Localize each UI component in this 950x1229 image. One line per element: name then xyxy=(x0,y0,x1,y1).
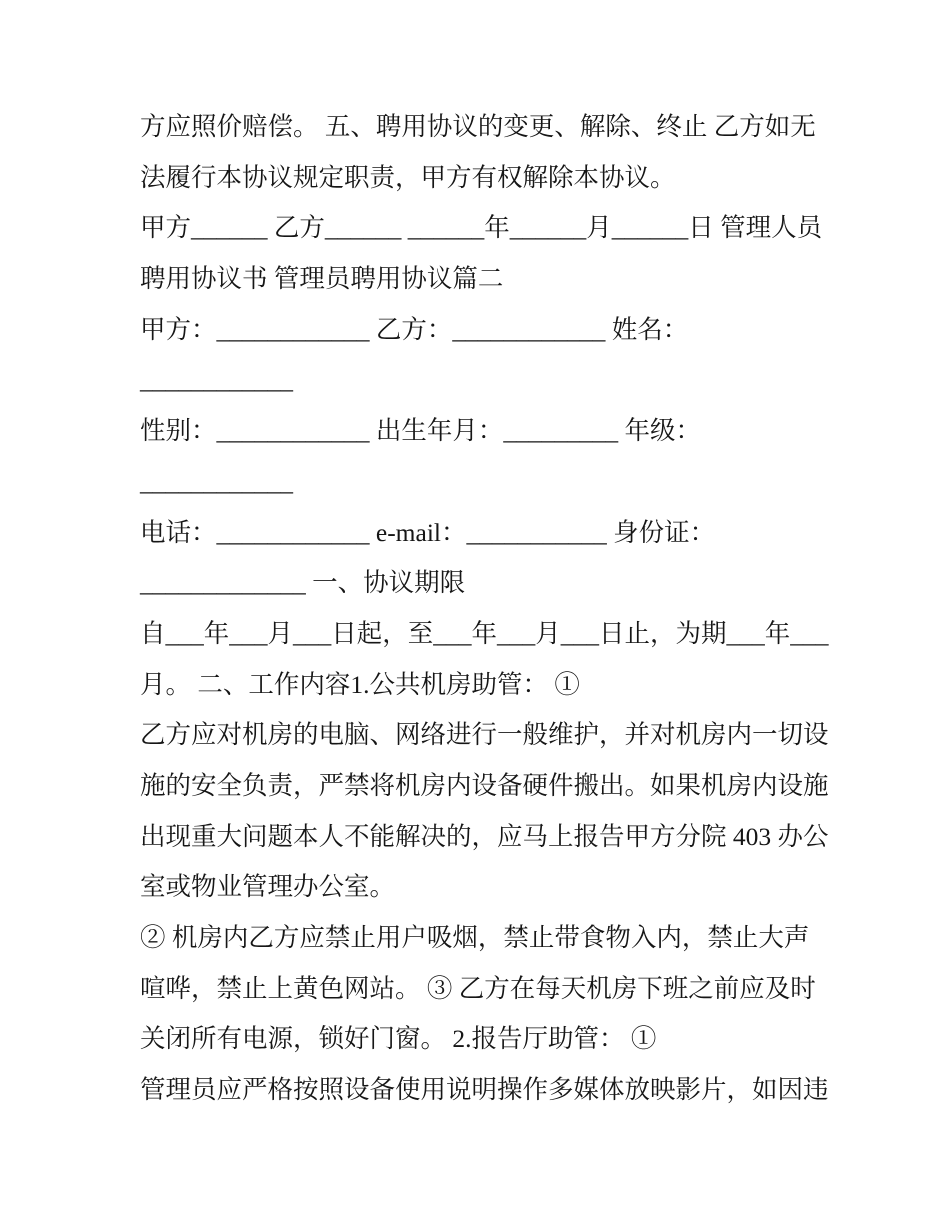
document-line-term-dates: 自___年___月___日起，至___年___月___日止，为期___年___ xyxy=(140,618,829,648)
document-line-section-one: _____________ 一、协议期限 xyxy=(140,568,466,598)
document-line: 室或物业管理办公室。 xyxy=(140,872,396,902)
document-line-item-3: 喧哗，禁止上黄色网站。 ③ 乙方在每天机房下班之前应及时 xyxy=(140,973,816,1003)
document-line-section-two: 月。 二、工作内容1.公共机房助管： ① xyxy=(140,669,580,699)
document-line: 关闭所有电源，锁好门窗。 2.报告厅助管： ① xyxy=(140,1024,657,1054)
document-line-title: 聘用协议书 管理员聘用协议篇二 xyxy=(140,264,504,294)
document-text-body xyxy=(140,102,852,1116)
document-line: 施的安全负责，严禁将机房内设备硬件搬出。如果机房内设施 xyxy=(140,770,829,800)
document-line-signature-blanks: 甲方______ 乙方______ ______年______月______日 管理人员 xyxy=(140,213,823,243)
document-line: 法履行本协议规定职责，甲方有权解除本协议。 xyxy=(140,162,676,192)
document-line-blank-field: ____________ xyxy=(140,466,293,496)
document-line: 方应照价赔偿。 五、聘用协议的变更、解除、终止 乙方如无 xyxy=(140,112,816,141)
document-line: 乙方应对机房的电脑、网络进行一般维护，并对机房内一切设 xyxy=(140,720,829,750)
document-line-contact-fields: 电话：____________ e-mail：___________ 身份证： xyxy=(140,517,716,547)
document-line: 管理员应严格按照设备使用说明操作多媒体放映影片，如因违 xyxy=(140,1075,829,1105)
document-line-gender-fields: 性别：____________ 出生年月：_________ 年级： xyxy=(140,416,702,446)
document-line-item-2: ② 机房内乙方应禁止用户吸烟，禁止带食物入内，禁止大声 xyxy=(140,923,810,952)
document-line-blank-field: ____________ xyxy=(140,365,293,395)
document-line: 出现重大问题本人不能解决的，应马上报告甲方分院 403 办公 xyxy=(140,821,829,851)
document-line-party-fields: 甲方：____________ 乙方：____________ 姓名： xyxy=(140,314,689,344)
